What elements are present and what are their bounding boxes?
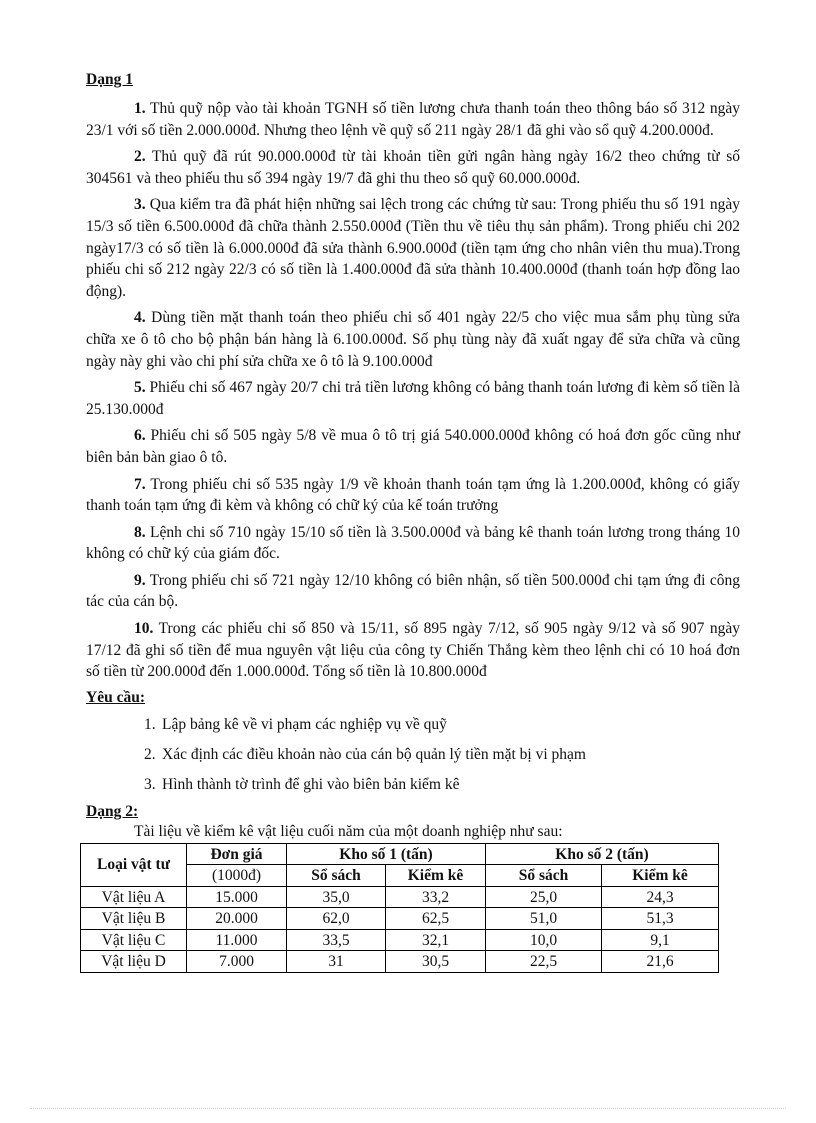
item-number: 6. — [134, 427, 146, 445]
item-8 — [86, 522, 740, 565]
item-text: Trong các phiếu chi số 850 và 15/11, số 895 ngày 7/12, số 905 ngày 9/12 và số 907 ngày 17/12 đã ghi số tiền để mua nguyên vật liệu của công ty Chiến Thắng kèm theo lệnh chi có 10 hoá đơn số tiền từ 200.000đ đến 1.000.000đ. Tổng số tiền là 10.800.000đ — [86, 620, 740, 681]
table-row — [81, 886, 719, 908]
item-text: Thủ quỹ nộp vào tài khoản TGNH số tiền lương chưa thanh toán theo thông báo số 312 ngày 23/1 với số tiền 2.000.000đ. Nhưng theo lệnh về quỹ số 211 ngày 28/1 đã ghi vào sổ quỹ 4.200.000đ. — [86, 100, 740, 139]
item-number: 9. — [134, 571, 146, 589]
item-3 — [86, 194, 740, 302]
item-text: Phiếu chi số 505 ngày 5/8 về mua ô tô trị giá 540.000.000đ không có hoá đơn gốc cũng như biên bản bàn giao ô tô. — [86, 427, 740, 466]
item-text: Lệnh chi số 710 ngày 15/10 số tiền là 3.500.000đ và bảng kê thanh toán lương trong tháng 10 không có chữ ký của giám đốc. — [86, 523, 740, 563]
cell-w2-books: 10,0 — [486, 929, 602, 951]
cell-w2-count: 51,3 — [602, 908, 719, 930]
cell-material: Vật liệu C — [81, 929, 187, 951]
cell-w1-count: 62,5 — [386, 908, 486, 930]
requirement-2 — [144, 744, 740, 765]
header-w1-books: Sổ sách — [287, 865, 386, 887]
header-w2-books: Sổ sách — [486, 865, 602, 887]
cell-w1-books: 62,0 — [287, 908, 386, 930]
item-number: 3. — [134, 196, 146, 214]
cell-w2-books: 51,0 — [486, 908, 602, 930]
cell-w2-count: 24,3 — [602, 886, 719, 908]
cell-price: 15.000 — [187, 886, 287, 908]
item-number: 7. — [134, 475, 146, 493]
requirement-number: 2. — [144, 745, 156, 763]
item-number: 5. — [134, 379, 146, 397]
header-price-unit: (1000đ) — [187, 865, 287, 887]
requirement-number: 3. — [144, 775, 156, 793]
requirement-text: Lập bảng kê về vi phạm các nghiệp vụ về quỹ — [162, 715, 447, 733]
cell-w1-count: 30,5 — [386, 951, 486, 973]
cell-material: Vật liệu A — [81, 886, 187, 908]
header-warehouse-1: Kho số 1 (tấn) — [287, 843, 486, 865]
requirement-3 — [144, 774, 740, 795]
item-2 — [86, 146, 740, 189]
table-row — [81, 951, 719, 973]
item-6 — [86, 425, 740, 468]
item-5 — [86, 377, 740, 420]
item-9 — [86, 570, 740, 613]
section1-title: Dạng 1 — [86, 71, 133, 88]
requirement-text: Hình thành tờ trình để ghi vào biên bản kiểm kê — [162, 775, 460, 793]
cell-price: 20.000 — [187, 908, 287, 930]
section2-title: Dạng 2: — [86, 802, 139, 820]
item-10 — [86, 618, 740, 683]
item-text: Phiếu chi số 467 ngày 20/7 chi trả tiền lương không có bảng thanh toán lương đi kèm số tiền là 25.130.000đ — [86, 379, 740, 418]
requirement-text: Xác định các điều khoản nào của cán bộ quản lý tiền mặt bị vi phạm — [162, 745, 586, 763]
cell-price: 11.000 — [187, 929, 287, 951]
requirement-number: 1. — [144, 715, 156, 733]
item-text: Dùng tiền mặt thanh toán theo phiếu chi số 401 ngày 22/5 cho việc mua sắm phụ tùng sửa chữa xe ô tô cho bộ phận bán hàng là 6.100.000đ. Số phụ tùng này đã xuất ngay để sửa chữa và cũng ngày này ghi vào chi phí sửa chữa xe ô tô là 9.100.000đ — [86, 309, 740, 370]
header-w2-count: Kiểm kê — [602, 865, 719, 887]
item-number: 2. — [134, 148, 146, 166]
cell-w2-books: 25,0 — [486, 886, 602, 908]
item-text: Qua kiểm tra đã phát hiện những sai lệch trong các chứng từ sau: Trong phiếu thu số 191 ngày 15/3 số tiền 6.500.000đ đã chữa thành 2.550.000đ (Tiền thu về tiêu thụ sản phẩm). Trong phiếu chi 202 ngày17/3 có số tiền là 6.000.000đ đã sửa thành 6.900.000đ (tiền tạm ứng cho nhân viên thu mua).Trong phiếu chi số 212 ngày 22/3 có số tiền là 1.400.000đ đã sửa thành 10.400.000đ (thanh toán hợp đồng lao động). — [86, 196, 740, 300]
item-1 — [86, 98, 740, 141]
header-material: Loại vật tư — [81, 843, 187, 886]
page-footer-divider — [30, 1108, 786, 1109]
cell-w1-books: 33,5 — [287, 929, 386, 951]
item-text: Trong phiếu chi số 721 ngày 12/10 không có biên nhận, số tiền 500.000đ chi tạm ứng đi công tác của cán bộ. — [86, 571, 740, 611]
cell-w1-count: 33,2 — [386, 886, 486, 908]
table-row — [81, 908, 719, 930]
cell-w1-books: 31 — [287, 951, 386, 973]
item-number: 10. — [134, 620, 154, 638]
requirement-1 — [144, 714, 740, 735]
table-row — [81, 929, 719, 951]
item-text: Trong phiếu chi số 535 ngày 1/9 về khoản thanh toán tạm ứng là 1.200.000đ, không có giấy thanh toán tạm ứng đi kèm và không có chữ ký của kế toán trưởng — [86, 475, 740, 515]
header-price: Đơn giá — [187, 843, 287, 865]
document-page — [86, 70, 740, 973]
header-w1-count: Kiểm kê — [386, 865, 486, 887]
cell-w2-count: 9,1 — [602, 929, 719, 951]
header-warehouse-2: Kho số 2 (tấn) — [486, 843, 719, 865]
section2-intro: Tài liệu về kiểm kê vật liệu cuối năm của một doanh nghiệp như sau: — [134, 822, 563, 840]
table-header-row — [81, 843, 719, 865]
item-number: 4. — [134, 309, 146, 327]
cell-w1-count: 32,1 — [386, 929, 486, 951]
cell-material: Vật liệu D — [81, 951, 187, 973]
cell-material: Vật liệu B — [81, 908, 187, 930]
cell-w2-count: 21,6 — [602, 951, 719, 973]
item-7 — [86, 474, 740, 517]
cell-w1-books: 35,0 — [287, 886, 386, 908]
requirements-title: Yêu cầu: — [86, 688, 145, 706]
item-text: Thủ quỹ đã rút 90.000.000đ từ tài khoản tiền gửi ngân hàng ngày 16/2 theo chứng từ số 304561 và theo phiếu thu số 394 ngày 19/7 đã ghi thu theo sổ quỹ 60.000.000đ. — [86, 148, 740, 187]
item-4 — [86, 307, 740, 372]
cell-w2-books: 22,5 — [486, 951, 602, 973]
item-number: 1. — [134, 100, 146, 117]
inventory-table — [80, 843, 719, 973]
item-number: 8. — [134, 523, 146, 541]
cell-price: 7.000 — [187, 951, 287, 973]
